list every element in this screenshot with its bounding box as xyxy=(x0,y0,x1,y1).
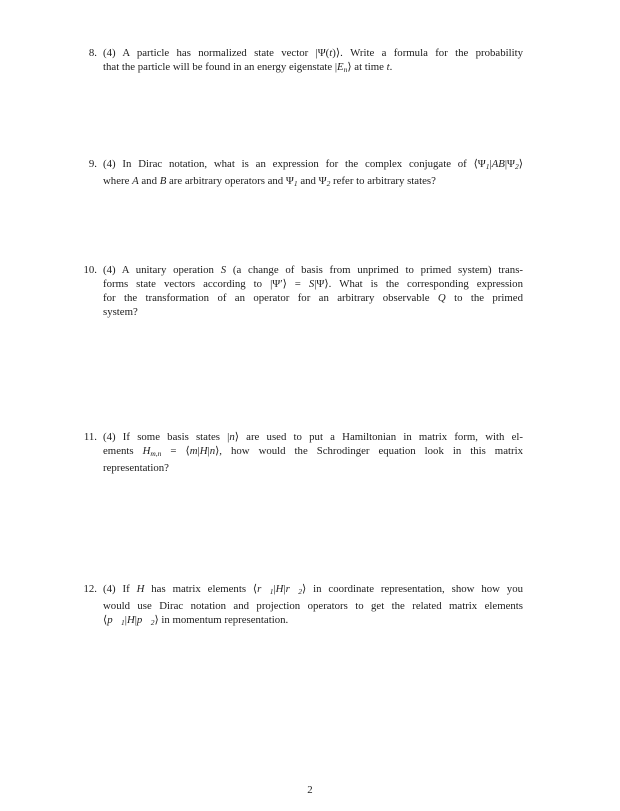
text-segment: are arbitrary operators and Ψ xyxy=(166,175,294,187)
question-number: 9. xyxy=(88,158,97,170)
math-variable: p⃗ xyxy=(107,614,122,626)
text-segment: for the transformation of an operator for an arbitrary observable xyxy=(103,292,438,304)
text-segment: ⟩ xyxy=(518,158,523,170)
math-subscript: 1 xyxy=(121,618,125,627)
text-segment: ⟨ xyxy=(103,614,108,626)
text-segment: representation? xyxy=(103,462,169,474)
question-text xyxy=(103,582,523,630)
question-item xyxy=(67,582,523,630)
math-variable: H xyxy=(126,614,135,626)
math-variable: n xyxy=(209,445,216,457)
text-segment: (4) A unitary operation xyxy=(103,264,221,276)
question-item xyxy=(67,46,523,77)
math-subscript: 1 xyxy=(293,179,298,188)
text-segment: ⟩ in momentum representation. xyxy=(154,614,289,626)
math-variable: p⃗ xyxy=(136,614,151,626)
math-subscript: 2 xyxy=(150,618,155,627)
text-segment: ⟩ are used to put a Hamiltonian in matrix form, with el- xyxy=(234,431,524,443)
text-segment: . xyxy=(389,61,393,73)
text-segment: | xyxy=(489,158,492,170)
question-line xyxy=(103,263,523,277)
question-line xyxy=(103,277,523,291)
text-segment: that the particle will be found in an energy eigenstate | xyxy=(103,61,338,73)
text-segment: (4) If some basis states | xyxy=(103,431,230,443)
question-line xyxy=(103,60,523,77)
text-segment: = ⟨ xyxy=(161,445,190,457)
text-segment: where xyxy=(103,175,133,187)
text-segment: system? xyxy=(103,306,138,318)
text-segment: and Ψ xyxy=(297,175,327,187)
text-segment: |Ψ⟩. What is the corresponding expression xyxy=(314,278,523,290)
text-segment: (4) If xyxy=(103,583,137,595)
math-variable: H xyxy=(275,583,284,595)
math-subscript: 1 xyxy=(485,162,490,171)
text-segment: )⟩. Write a formula for the probability xyxy=(332,47,523,59)
question-text xyxy=(103,46,523,77)
text-segment: | xyxy=(273,583,276,595)
text-segment: |Ψ xyxy=(504,158,516,170)
text-segment: | xyxy=(283,583,286,595)
math-variable: n xyxy=(229,431,235,443)
question-text xyxy=(103,157,523,191)
math-variable: S xyxy=(220,264,227,276)
math-variable: t xyxy=(329,47,333,59)
question-line xyxy=(103,599,523,613)
math-variable: t xyxy=(386,61,390,73)
math-variable: r⃗ xyxy=(257,583,270,595)
text-segment: ements xyxy=(103,445,143,457)
text-segment: | xyxy=(197,445,200,457)
text-segment: refer to arbitrary states? xyxy=(330,175,436,187)
question-number: 11. xyxy=(83,431,97,443)
math-subscript: 2 xyxy=(515,162,519,171)
text-segment: ⟩ at time xyxy=(347,61,387,73)
text-segment: | xyxy=(207,445,210,457)
math-variable: B xyxy=(159,175,167,187)
question-text xyxy=(103,263,523,319)
math-variable: H xyxy=(136,583,145,595)
question-item xyxy=(67,430,523,475)
math-variable: S xyxy=(308,278,315,290)
question-text xyxy=(103,430,523,475)
question-number: 12. xyxy=(83,583,97,595)
question-line xyxy=(103,613,523,630)
question-number: 8. xyxy=(88,47,97,59)
question-line xyxy=(103,46,523,60)
math-variable: A xyxy=(132,175,139,187)
question-line xyxy=(103,291,523,305)
text-segment: would use Dirac notation and projection operators to get the related matrix elements xyxy=(103,600,523,612)
text-segment: | xyxy=(124,614,127,626)
text-segment: to the primed xyxy=(445,292,523,304)
math-subscript: 2 xyxy=(326,179,331,188)
question-line xyxy=(103,430,523,444)
math-variable: E xyxy=(337,61,344,73)
text-segment: (4) A particle has normalized state vector |Ψ( xyxy=(103,47,330,59)
text-segment: (4) In Dirac notation, what is an expression for the complex conjugate of ⟨Ψ xyxy=(103,158,486,170)
question-line xyxy=(103,305,523,319)
math-variable: Q xyxy=(437,292,446,304)
question-line xyxy=(103,444,523,461)
math-subscript: 2 xyxy=(298,587,303,596)
text-segment: (a change of basis from unprimed to primed system) trans- xyxy=(226,264,523,276)
question-line xyxy=(103,174,523,191)
question-line xyxy=(103,157,523,174)
question-item xyxy=(67,263,523,319)
text-segment: ⟩, how would the Schrodinger equation look in this matrix xyxy=(215,445,523,457)
math-variable: H xyxy=(142,445,151,457)
math-variable: r⃗ xyxy=(285,583,299,595)
math-subscript: m,n xyxy=(150,449,162,458)
math-variable: m xyxy=(189,445,198,457)
page-number: 2 xyxy=(307,784,313,796)
question-line xyxy=(103,582,523,599)
text-segment: ⟩ in coordinate representation, show how you xyxy=(302,583,523,595)
text-segment: has matrix elements ⟨ xyxy=(144,583,258,595)
math-variable: H xyxy=(199,445,208,457)
question-number: 10. xyxy=(83,264,97,276)
math-subscript: n xyxy=(343,65,348,74)
math-variable: AB xyxy=(491,158,505,170)
question-line xyxy=(103,461,523,475)
text-segment: forms state vectors according to |Ψ′⟩ = xyxy=(103,278,309,290)
math-subscript: 1 xyxy=(269,587,274,596)
question-item xyxy=(67,157,523,191)
text-segment: | xyxy=(134,614,137,626)
text-segment: and xyxy=(138,175,160,187)
